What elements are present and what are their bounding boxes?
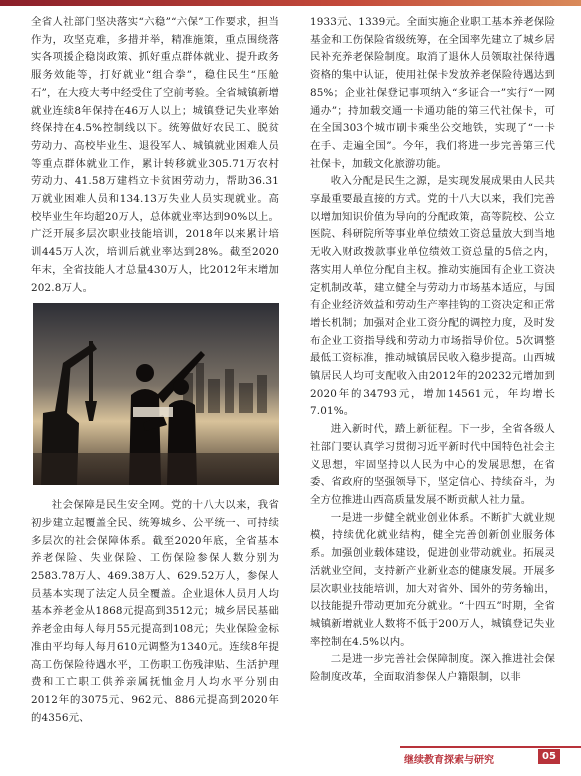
- page-footer: [0, 746, 581, 776]
- left-column: [31, 14, 279, 727]
- footer-rule: [400, 746, 581, 748]
- right-column: [310, 14, 555, 687]
- right-paragraph-1: 1933元、1339元。全面实施企业职工基本养老保险基金和工伤保险省级统筹，在全国率先建立了城乡居民补充养老保险制度。取消了退休人员领取社保待遇资格的集中认证，使用社保卡发放养老保险待遇达到85%；企业社保登记事项纳入“多证合一”实行“一网通办”；持加载交通一卡通功能的第三代社保卡，可在全国303个城市刷卡乘坐公交地铁，实现了“一卡在手、走遍全国”。今年，我们将进一步完善第三代社保卡，加载文化旅游功能。: [310, 16, 555, 170]
- left-paragraph-2: 社会保障是民生安全网。党的十八大以来，我省初步建立起覆盖全民、统筹城乡、公平统一、可持续多层次的社会保障体系。截至2020年底，全省基本养老保险、失业保险、工伤保险参保人数分别为2583.78万人、469.38万人、629.52万人，参保人员基本实现了法定人员全覆盖。企业退休人员月人均基本养老金从1868元提高到3512元；城乡居民基础养老金由每人每月55元提高到108元；失业保险金标准由平均每人每月610元调整为1340元。连续8年提高工伤保险待遇水平，工伤职工伤残津贴、生活护理费和工亡职工供养亲属抚恤金月人均水平分别由2012年的3075元、962元、886元提高到2020年的4356元、: [31, 499, 279, 724]
- right-paragraph-4: 一是进一步健全就业创业体系。不断扩大就业规模，持续优化就业结构，健全完善创新创业服务体系。加强创业载体建设，促进创业带动就业。拓展灵活就业空间，支持新产业新业态的健康发展。开展多层次职业技能培训，加大对省外、国外的劳务输出，以技能提升带动更加充分就业。“十四五”时期，全省城镇新增就业人数将不低于200万人，城镇登记失业率控制在4.5%以内。: [310, 511, 555, 648]
- journal-name: 继续教育探索与研究: [404, 755, 494, 766]
- photo-workers-at-construction-site: [33, 303, 279, 485]
- right-paragraph-2: 收入分配是民生之源，是实现发展成果由人民共享最重要最直接的方式。党的十八大以来，我们完善以增加知识价值为导向的分配政策，高等院校、公立医院、科研院所等事业单位绩效工资总量放大到当地无收入财政拨款事业单位绩效工资总量的5倍之内，落实用人单位分配自主权。推动实施国有企业工资决定机制改革，建立健全与劳动力市场基本适应，与国有企业经济效益和劳动生产率挂钩的工资决定和正常增长机制；加强对企业工资分配的调控力度，及时发布企业工资指导线和劳动力市场指导价位。5次调整最低工资标准，推动城镇居民收入稳步提高。山西城镇居民人均可支配收入由2012年的20232元增加到2020年的34793元，增加14561元，年均增长7.01%。: [310, 175, 555, 418]
- page-number: 05: [538, 749, 560, 764]
- right-paragraph-5: 二是进一步完善社会保障制度。深入推进社会保险制度改革，全面取消参保人户籍限制，以非: [310, 653, 555, 684]
- left-paragraph-1: 全省人社部门坚决落实“六稳”“六保”工作要求，担当作为，攻坚克难，多措并举，精准施策，重点围绕落实各项援企稳岗政策、抓好重点群体就业、提升政务服务效能等，打好就业“组合拳”，稳住民生“压舱石”，在大疫大考中经受住了空前考验。全省城镇新增就业连续8年保持在46万人以上；城镇登记失业率始终保持在4.5%控制线以下。统筹做好农民工、脱贫劳动力、高校毕业生、退役军人、城镇就业困难人员等重点群体就业工作，累计转移就业305.71万农村劳动力、41.58万建档立卡贫困劳动力，帮助36.31万就业困难人员和134.13万失业人员实现就业。高校毕业生年均超20万人，总体就业率达到90%以上。广泛开展多层次职业技能培训，2018年以来累计培训445万人次，培训后就业率达到28%。截至2020年末，全省技能人才总量430万人，比2012年末增加202.8万人。: [31, 16, 279, 294]
- header-decor-bar: [0, 0, 581, 6]
- right-paragraph-3: 进入新时代，踏上新征程。下一步，全省各级人社部门要认真学习贯彻习近平新时代中国特色社会主义思想，牢固坚持以人民为中心的发展思想，在省委、省政府的坚强领导下，坚定信心、持续奋斗，为全方位推进山西高质量发展不断贡献人社力量。: [310, 423, 555, 506]
